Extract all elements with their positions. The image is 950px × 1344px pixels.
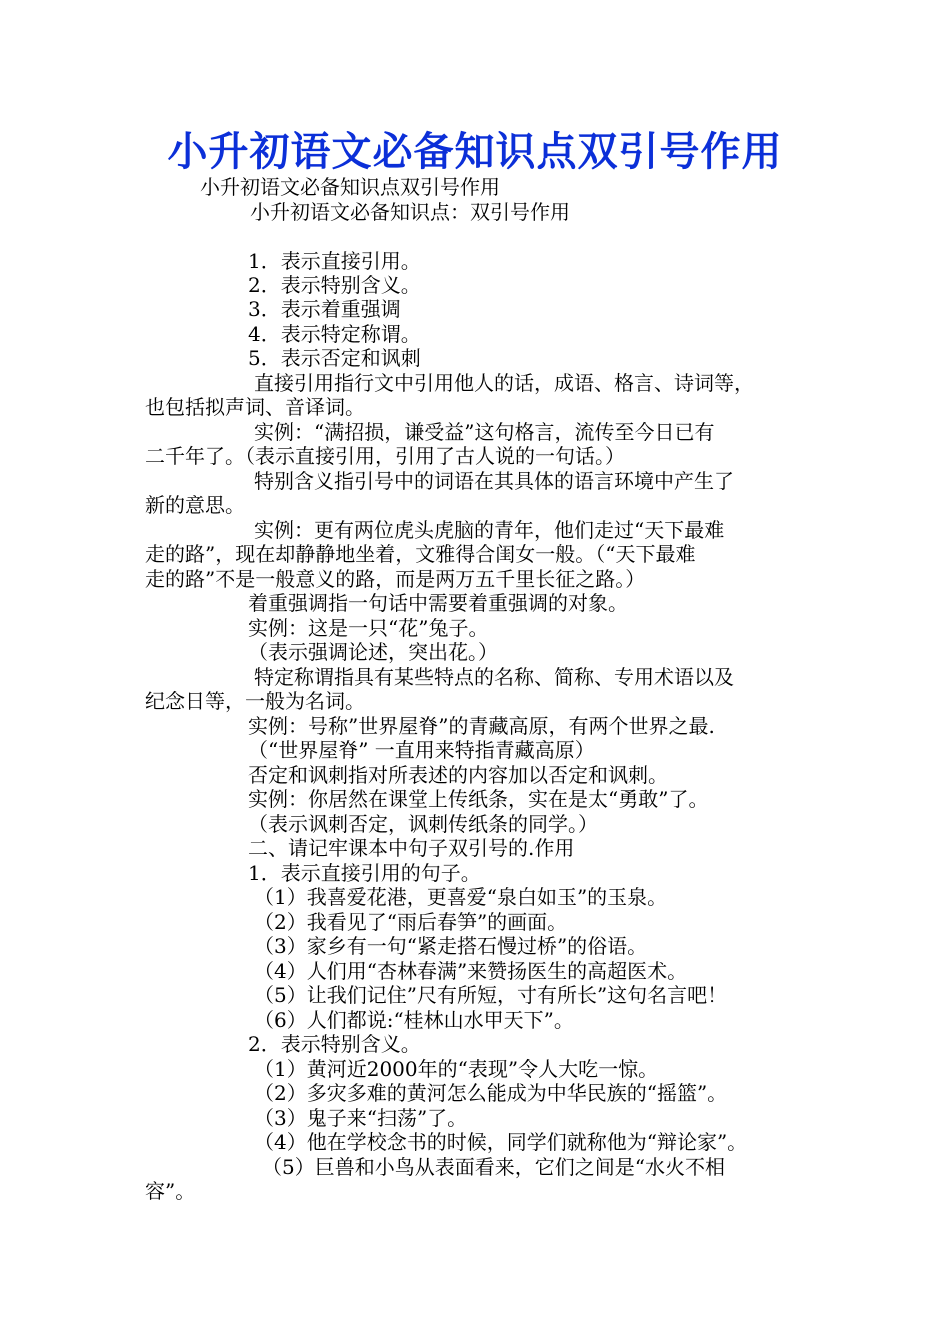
list-item: 3．表示着重强调	[248, 297, 401, 321]
paragraph-line: （表示强调论述，突出花。）	[248, 640, 498, 664]
list-item: （2）多灾多难的黄河怎么能成为中华民族的“摇篮”。	[254, 1081, 728, 1105]
paragraph-line: 实例：你居然在课堂上传纸条，实在是太“勇敢”了。	[248, 787, 709, 811]
paragraph-line: 否定和讽刺指对所表述的内容加以否定和讽刺。	[248, 763, 668, 787]
paragraph-line: 新的意思。	[145, 493, 245, 517]
list-item: （3）家乡有一句“紧走搭石慢过桥”的俗语。	[254, 934, 648, 958]
paragraph-line: 着重强调指一句话中需要着重强调的对象。	[248, 591, 628, 615]
list-item: 1．表示直接引用。	[248, 249, 421, 273]
paragraph-line: 实例：“满招损，谦受益”这句格言，流传至今日已有	[254, 420, 715, 444]
paragraph-line: 特定称谓指具有某些特点的名称、简称、专用术语以及	[254, 665, 734, 689]
paragraph-line: 特别含义指引号中的词语在其具体的语言环境中产生了	[254, 469, 734, 493]
list-item: （1）我喜爱花港，更喜爱“泉白如玉”的玉泉。	[254, 885, 668, 909]
paragraph-line: 实例：更有两位虎头虎脑的青年，他们走过“天下最难	[254, 518, 725, 542]
document-title: 小升初语文必备知识点双引号作用	[167, 129, 783, 175]
list-item: 2．表示特别含义。	[248, 273, 421, 297]
list-item: 5．表示否定和讽刺	[248, 346, 421, 370]
list-item: （1）黄河近2000年的“表现”令人大吃一惊。	[254, 1057, 659, 1081]
paragraph-line: 直接引用指行文中引用他人的话，成语、格言、诗词等，	[254, 371, 754, 395]
list-item: 1．表示直接引用的句子。	[248, 861, 481, 885]
paragraph-line: 二千年了。（表示直接引用，引用了古人说的一句话。）	[145, 444, 625, 468]
subtitle-line: 小升初语文必备知识点双引号作用	[200, 175, 500, 199]
paragraph-line: （“世界屋脊” 一直用来特指青藏高原）	[248, 738, 595, 762]
list-item: 2．表示特别含义。	[248, 1032, 421, 1056]
list-item: 4．表示特定称谓。	[248, 322, 421, 346]
paragraph-line: 纪念日等，一般为名词。	[145, 689, 365, 713]
subtitle-line: 小升初语文必备知识点：双引号作用	[250, 200, 570, 224]
list-item: （5）巨兽和小鸟从表面看来，它们之间是“水火不相	[262, 1155, 725, 1179]
list-item: （4）他在学校念书的时候，同学们就称他为“辩论家”。	[254, 1130, 748, 1154]
paragraph-line: （表示讽刺否定，讽刺传纸条的同学。）	[248, 812, 598, 836]
paragraph-line: 实例：号称”世界屋脊”的青藏高原，有两个世界之最.	[248, 714, 715, 738]
list-item: （4）人们用“杏林春满”来赞扬医生的高超医术。	[254, 959, 688, 983]
list-item: （6）人们都说:“桂林山水甲天下”。	[254, 1008, 574, 1032]
paragraph-line: 走的路”，现在却静静地坐着，文雅得合闺女一般。（“天下最难	[145, 542, 696, 566]
paragraph-line: 实例：这是一只“花”兔子。	[248, 616, 489, 640]
paragraph-line: 走的路”不是一般意义的路，而是两万五千里长征之路。）	[145, 567, 646, 591]
paragraph-line: 也包括拟声词、音译词。	[145, 395, 365, 419]
list-item: 容”。	[145, 1179, 196, 1203]
list-item: （2）我看见了“雨后春笋”的画面。	[254, 910, 568, 934]
section-heading: 二、请记牢课本中句子双引号的.作用	[248, 836, 575, 860]
list-item: （5）让我们记住”尺有所短，寸有所长”这句名言吧！	[254, 983, 728, 1007]
list-item: （3）鬼子来“扫荡”了。	[254, 1106, 468, 1130]
